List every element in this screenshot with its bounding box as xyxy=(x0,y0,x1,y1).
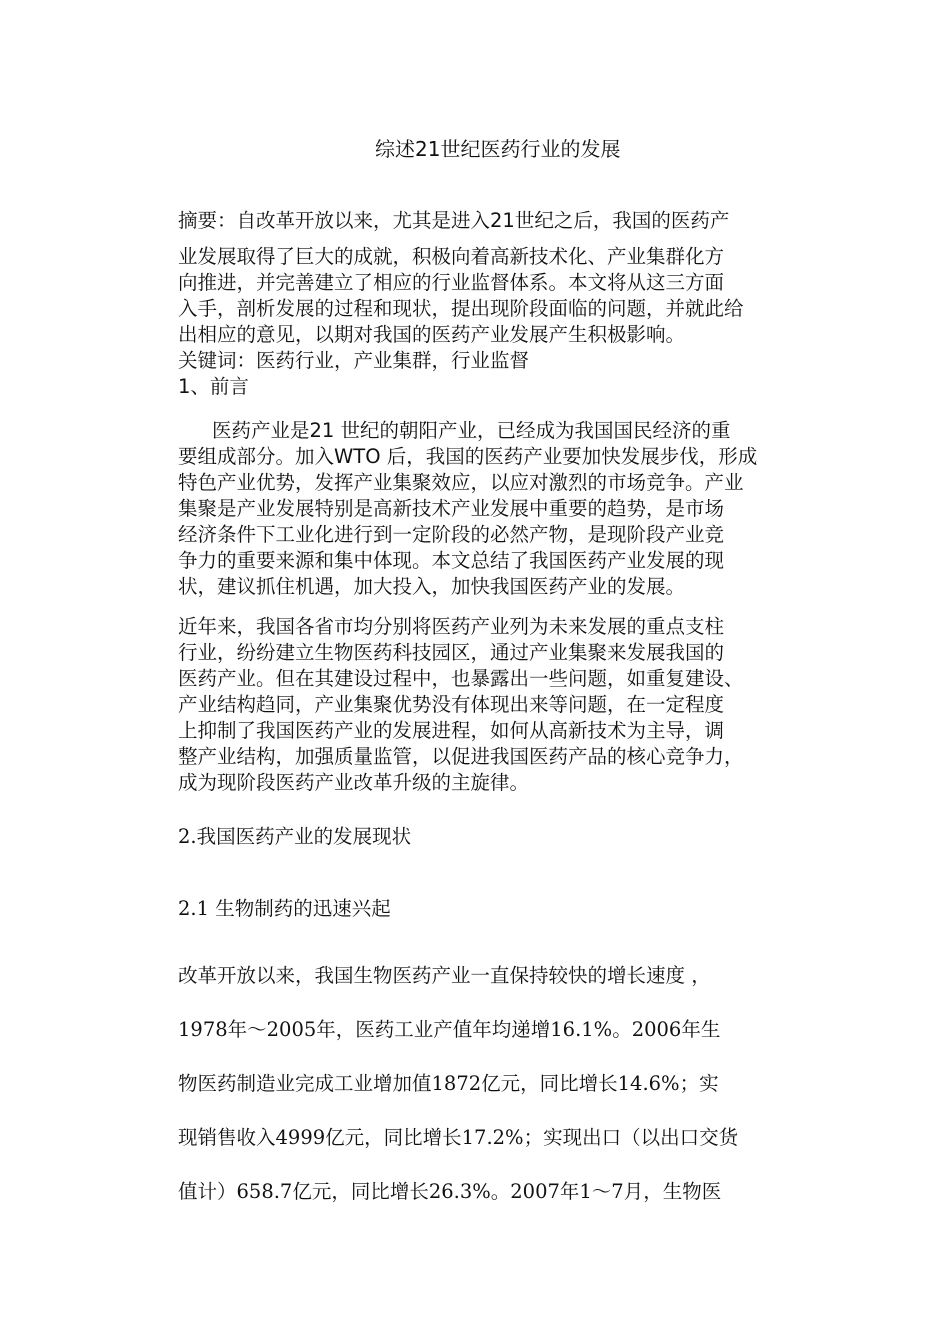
abstract-first-line: 摘要：自改革开放以来，尤其是进入21世纪之后，我国的医药产 xyxy=(178,209,730,232)
abstract-line: 入手，剖析发展的过程和现状，提出现阶段面临的问题，并就此给 xyxy=(178,297,744,320)
paragraph-line: 值计）658.7亿元，同比增长26.3%。2007年1～7月，生物医 xyxy=(178,1180,722,1203)
paragraph-line: 特色产业优势，发挥产业集聚效应，以应对激烈的市场竞争。产业 xyxy=(178,471,744,494)
paragraph-line: 医药产业。但在其建设过程中，也暴露出一些问题，如重复建设、 xyxy=(178,667,744,690)
growth-paragraph xyxy=(178,958,808,1210)
paragraph-line: 上抑制了我国医药产业的发展进程，如何从高新技术为主导，调 xyxy=(178,719,725,742)
document-title: 综述21世纪医药行业的发展 xyxy=(375,137,621,161)
paragraph-line: 要组成部分。加入WTO 后，我国的医药产业要加快发展步伐，形成 xyxy=(178,445,758,468)
paragraph-line: 1978年～2005年，医药工业产值年均递增16.1%。2006年生 xyxy=(178,1018,721,1041)
paragraph-line: 集聚是产业发展特别是高新技术产业发展中重要的趋势，是市场 xyxy=(178,497,725,520)
paragraph-line: 医药产业是21 世纪的朝阳产业，已经成为我国国民经济的重 xyxy=(212,419,731,442)
paragraph-line: 近年来，我国各省市均分别将医药产业列为未来发展的重点支柱 xyxy=(178,615,725,638)
abstract-line: 出相应的意见，以期对我国的医药产业发展产生积极影响。 xyxy=(178,323,686,346)
section21-heading: 2.1 生物制药的迅速兴起 xyxy=(178,897,391,920)
section2-heading: 2.我国医药产业的发展现状 xyxy=(178,825,412,848)
paragraph-line: 整产业结构，加强质量监管，以促进我国医药产品的核心竞争力， xyxy=(178,745,744,768)
paragraph-line: 经济条件下工业化进行到一定阶段的必然产物，是现阶段产业竞 xyxy=(178,523,725,546)
abstract-line: 向推进，并完善建立了相应的行业监督体系。本文将从这三方面 xyxy=(178,271,725,294)
paragraph-line: 改革开放以来，我国生物医药产业一直保持较快的增长速度 ， xyxy=(178,964,711,987)
intro-paragraph xyxy=(178,418,808,600)
section1-heading: 1、前言 xyxy=(178,375,249,398)
paragraph-line: 行业，纷纷建立生物医药科技园区，通过产业集聚来发展我国的 xyxy=(178,641,725,664)
paragraph-line: 成为现阶段医药产业改革升级的主旋律。 xyxy=(178,771,530,794)
paragraph-line: 状，建议抓住机遇，加大投入，加快我国医药产业的发展。 xyxy=(178,575,686,598)
abstract-line: 业发展取得了巨大的成就，积极向着高新技术化、产业集群化方 xyxy=(178,245,725,268)
paragraph-line: 物医药制造业完成工业增加值1872亿元，同比增长14.6%；实 xyxy=(178,1072,719,1095)
abstract xyxy=(178,208,808,234)
keywords-line: 关键词：医药行业，产业集群，行业监督 xyxy=(178,349,530,372)
paragraph-line: 现销售收入4999亿元，同比增长17.2%；实现出口（以出口交货 xyxy=(178,1126,739,1149)
paragraph-line: 争力的重要来源和集中体现。本文总结了我国医药产业发展的现 xyxy=(178,549,725,572)
paragraph-line: 产业结构趋同，产业集聚优势没有体现出来等问题，在一定程度 xyxy=(178,693,725,716)
recent-paragraph xyxy=(178,614,808,796)
abstract-continued xyxy=(178,244,808,400)
